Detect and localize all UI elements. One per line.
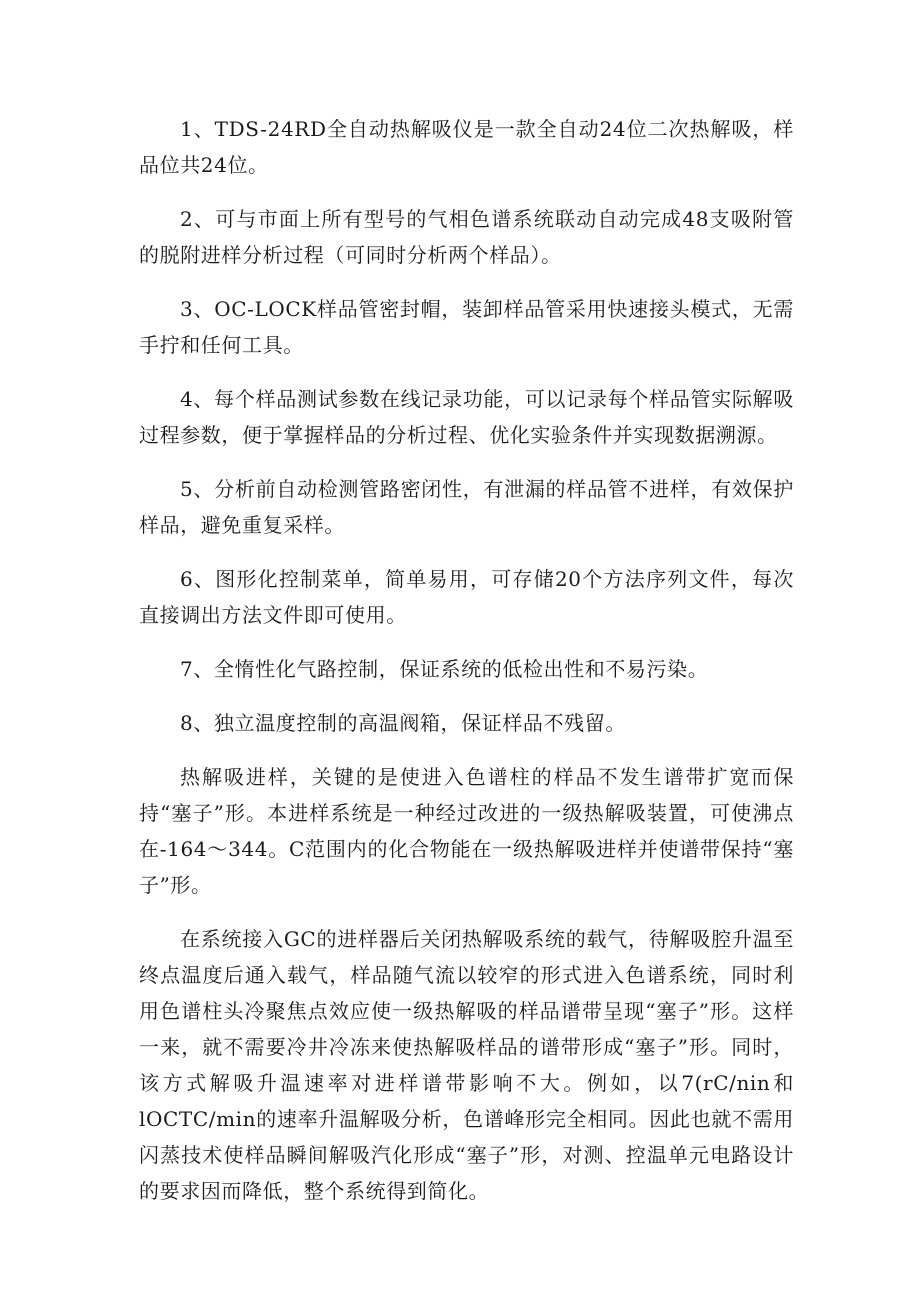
paragraph-feature-4: 4、每个样品测试参数在线记录功能，可以记录每个样品管实际解吸过程参数，便于掌握样品的分析过程、优化实验条件并实现数据溯源。: [139, 387, 794, 447]
paragraph-feature-5: 5、分析前自动检测管路密闭性，有泄漏的样品管不进样，有效保护样品，避免重复采样。: [139, 477, 794, 537]
paragraph-feature-1: 1、TDS-24RD全自动热解吸仪是一款全自动24位二次热解吸，样品位共24位。: [139, 117, 794, 177]
paragraph-thermal-desorption-intro: 热解吸进样，关键的是使进入色谱柱的样品不发生谱带扩宽而保持“塞子”形。本进样系统是一种经过改进的一级热解吸装置，可使沸点在-164～344。C范围内的化合物能在一级热解吸进样并使谱带保持“塞子”形。: [139, 765, 794, 897]
paragraph-feature-3: 3、OC-LOCK样品管密封帽，装卸样品管采用快速接头模式，无需手拧和任何工具。: [139, 297, 794, 357]
paragraph-feature-6: 6、图形化控制菜单，简单易用，可存储20个方法序列文件，每次直接调出方法文件即可使用。: [139, 567, 794, 627]
paragraph-feature-8: 8、独立温度控制的高温阀箱，保证样品不残留。: [180, 711, 626, 735]
paragraph-system-operation: 在系统接入GC的进样器后关闭热解吸系统的载气，待解吸腔升温至终点温度后通入载气，样品随气流以较窄的形式进入色谱系统，同时利用色谱柱头冷聚焦点效应使一级热解吸的样品谱带呈现“塞子”形。这样一来，就不需要冷井冷冻来使热解吸样品的谱带形成“塞子”形。同时，该方式解吸升温速率对进样谱带影响不大。例如，以7(rC∕nin和lOCTC/min的速率升温解吸分析，色谱峰形完全相同。因此也就不需用闪蒸技术使样品瞬间解吸汽化形成“塞子”形，对测、控温单元电路设计的要求因而降低，整个系统得到简化。: [139, 927, 794, 1203]
paragraph-feature-2: 2、可与市面上所有型号的气相色谱系统联动自动完成48支吸附管的脱附进样分析过程（可同时分析两个样品）。: [139, 207, 794, 267]
paragraph-feature-7: 7、全惰性化气路控制，保证系统的低检出性和不易污染。: [180, 657, 709, 681]
document-body: [139, 111, 794, 1227]
